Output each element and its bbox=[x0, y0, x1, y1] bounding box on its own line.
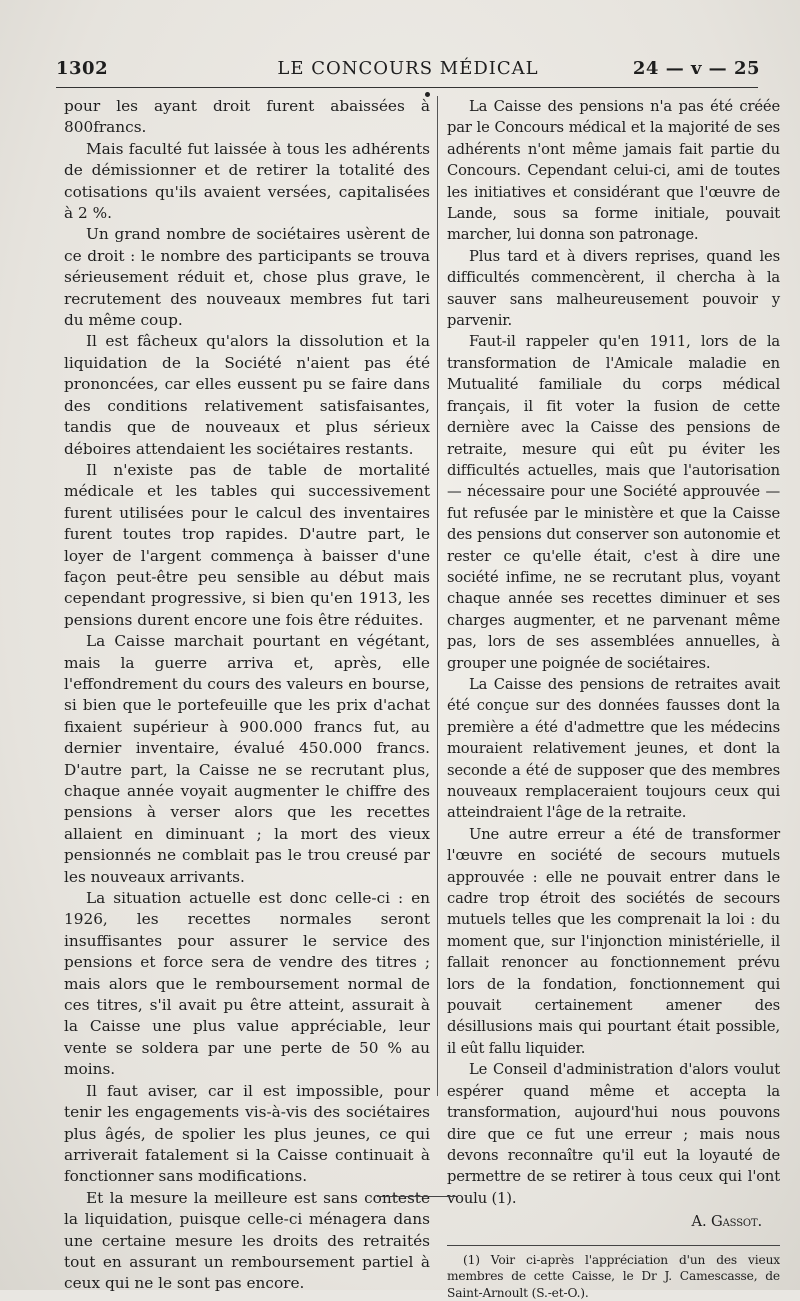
paragraph: Faut-il rappeler qu'en 1911, lors de la transformation de l'Amicale maladie en Mutualité familiale du corps médical français, il fit voter la fusion de cette dernière avec la Caisse des pensions de retraite, mesure qui eût pu éviter les difficultés actuelles, mais que l'autorisation — nécessaire pour une Société approuvée — fut refusée par le ministère et que la Caisse des pensions dut conserver son autonomie et rester ce qu'elle était, c'est à dire une société infime, ne se recrutant plus, voyant chaque année ses recettes diminuer et ses charges augmenter, et ne parvenant même pas, lors de ses assemblées annuelles, à grouper une poignée de sociétaires. bbox=[447, 333, 780, 672]
footnote-rule bbox=[447, 1245, 780, 1246]
column-divider bbox=[437, 96, 438, 1096]
issue-date: 24 — v — 25 bbox=[632, 58, 760, 79]
paragraph: Et la mesure la meilleure est sans conteste la liquidation, puisque celle-ci ménagera dans une certaine mesure les droits des retraités tout en assurant un remboursement partiel à ceux qui ne le sont pas encore. bbox=[64, 1188, 430, 1293]
right-column bbox=[447, 96, 780, 1301]
paragraph: La Caisse des pensions de retraites avait été conçue sur des données fausses dont la première a été d'admettre que les médecins mouraient relativement jeunes, et dont la seconde a été de supposer que des membres nouveaux remplaceraient toujours ceux qui atteindraient l'âge de la retraite. bbox=[447, 675, 780, 822]
page-number: 1302 bbox=[56, 58, 109, 79]
page-header bbox=[56, 58, 760, 84]
footnote-text: (1) Voir ci-après l'appréciation d'un des vieux membres de cette Caisse, le Dr J. Camescasse, de Saint-Arnoult (S.-et-O.). bbox=[447, 1252, 780, 1300]
paragraph: Un grand nombre de sociétaires usèrent de ce droit : le nombre des participants se trouva sérieusement réduit et, chose plus grave, le recrutement des nouveaux membres fut tari du même coup. bbox=[64, 225, 430, 330]
paragraph: pour les ayant droit furent abaissées à 800francs. bbox=[64, 97, 430, 137]
paragraph: Le Conseil d'administration d'alors voulut espérer quand même et accepta la transformation, aujourd'hui nous pouvons dire que ce fut une erreur ; mais nous devons reconnaître qu'il eut la loyauté de permettre de se retirer à tous ceux qui l'ont voulu (1). bbox=[447, 1061, 780, 1207]
paragraph: Il est fâcheux qu'alors la dissolution et la liquidation de la Société n'aient pas été prononcées, car elles eussent pu se faire dans des conditions relativement satisfaisantes, tandis que de nouveaux et plus sérieux déboires attendaient les sociétaires restants. bbox=[64, 332, 430, 458]
journal-title: LE CONCOURS MÉDICAL bbox=[277, 58, 539, 79]
paragraph: La Caisse des pensions n'a pas été créée par le Concours médical et la majorité de ses adhérents n'ont même jamais fait partie du Concours. Cependant celui-ci, ami de toutes les initiatives et considérant que l'œuvre de Lande, sous sa forme initiale, pouvait marcher, lui donna son patronage. bbox=[447, 98, 780, 244]
paragraph: Mais faculté fut laissée à tous les adhérents de démissionner et de retirer la totalité des cotisations qu'ils avaient versées, capitalisées à 2 %. bbox=[64, 139, 430, 223]
author-signature: A. Gassot. bbox=[691, 1213, 762, 1231]
header-rule bbox=[56, 87, 758, 88]
end-rule bbox=[377, 1196, 457, 1197]
paragraph: La Caisse marchait pourtant en végétant, mais la guerre arriva et, après, elle l'effondrement du cours des valeurs en bourse, si bien que le portefeuille que les prix d'achat fixaient supérieur à 900.000 francs fut, au dernier inventaire, évalué 450.000 francs. D'autre part, la Caisse ne se recrutant plus, chaque année voyait augmenter le chiffre des pensions à verser alors que les recettes allaient en diminuant ; la mort des vieux pensionnés ne comblait pas le trou creusé par les nouveaux arrivants. bbox=[64, 632, 430, 886]
paragraph: Plus tard et à divers reprises, quand les difficultés commencèrent, il chercha à la sauver sans malheureusement pouvoir y parvenir. bbox=[447, 247, 780, 330]
left-column bbox=[64, 96, 430, 1295]
paragraph: Il n'existe pas de table de mortalité médicale et les tables qui successivement furent utilisées pour le calcul des inventaires furent toutes trop rapides. D'autre part, le loyer de l'argent commença à baisser d'une façon peut-être peu sensible au début mais cependant progressive, si bien qu'en 1913, les pensions durent encore une fois être réduites. bbox=[64, 460, 430, 629]
paragraph: Une autre erreur a été de transformer l'œuvre en société de secours mutuels approuvée : elle ne pouvait entrer dans le cadre trop étroit des sociétés de secours mutuels telles que les comprenait la loi : du moment que, sur l'injonction ministérielle, il fallait renoncer au fonctionnement prévu lors de la fondation, fonctionnement qui pouvait certainement amener des désillusions mais qui pourtant était possible, il eût fallu liquider. bbox=[447, 825, 780, 1057]
paragraph: La situation actuelle est donc celle-ci : en 1926, les recettes normales seront insuffisantes pour assurer le service des pensions et force sera de vendre des titres ; mais alors que le remboursement normal de ces titres, s'il avait pu être atteint, assurait à la Caisse une plus value appréciable, leur vente se soldera par une perte de 50 % au moins. bbox=[64, 889, 430, 1079]
footnote bbox=[447, 1252, 780, 1301]
paragraph: Il faut aviser, car il est impossible, pour tenir les engagements vis-à-vis des sociétaires plus âgés, de spolier les plus jeunes, ce qui arriverait fatalement si la Caisse continuait à fonctionner sans modifications. bbox=[64, 1081, 430, 1186]
